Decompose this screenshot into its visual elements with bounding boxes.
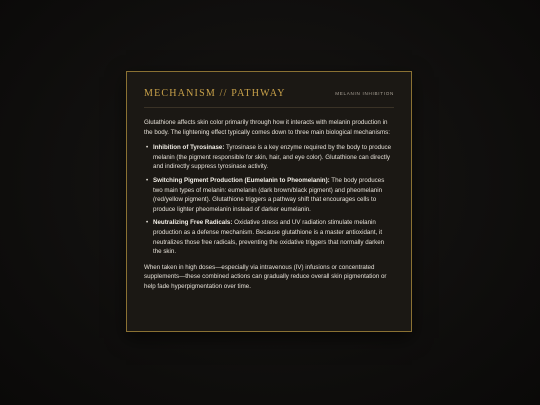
bullet-icon: • — [146, 144, 149, 152]
list-item-heading: Switching Pigment Production (Eumelanin to Pheomelanin): — [153, 176, 330, 184]
card-header — [144, 88, 394, 108]
intro-paragraph: Glutathione affects skin color primarily through how it interacts with melanin production in the body. The lightening effect typically comes down to three main biological mechanisms: — [144, 119, 390, 136]
mechanism-card — [126, 71, 412, 332]
list-item — [146, 176, 394, 214]
list-item — [146, 143, 394, 172]
card-title: MECHANISM // PATHWAY — [144, 88, 286, 99]
list-item-text: Oxidative stress and UV radiation stimulate melanin production as a defense mechanism. Because glutathione is a master antioxidant, it neutralizes those free radicals, preventing the oxidative triggers that normally darken the skin. — [153, 219, 385, 256]
list-item-heading: Inhibition of Tyrosinase: — [153, 144, 225, 152]
list-item-text: Tyrosinase is a key enzyme required by the body to produce melanin (the pigment responsible for skin, hair, and eye color). Glutathione can directly and indirectly suppress tyrosinase activity. — [153, 144, 392, 171]
mechanism-list — [144, 143, 394, 257]
list-item-heading: Neutralizing Free Radicals: — [153, 219, 233, 227]
card-body — [144, 118, 394, 292]
list-item-text: The body produces two main types of melanin: eumelanin (dark brown/black pigment) and pheomelanin (red/yellow pigment). Glutathione triggers a pathway shift that encourages cells to produce lighter pheomelanin instead of darker eumelanin. — [153, 176, 385, 213]
bullet-icon: • — [146, 219, 149, 227]
outro-paragraph: When taken in high doses—especially via intravenous (IV) infusions or concentrated supplements—these combined actions can gradually reduce overall skin pigmentation or help fade hyperpigmentation over time. — [144, 263, 387, 290]
bullet-icon: • — [146, 176, 149, 184]
card-tag: MELANIN INHIBITION — [335, 91, 394, 96]
list-item — [146, 218, 394, 256]
